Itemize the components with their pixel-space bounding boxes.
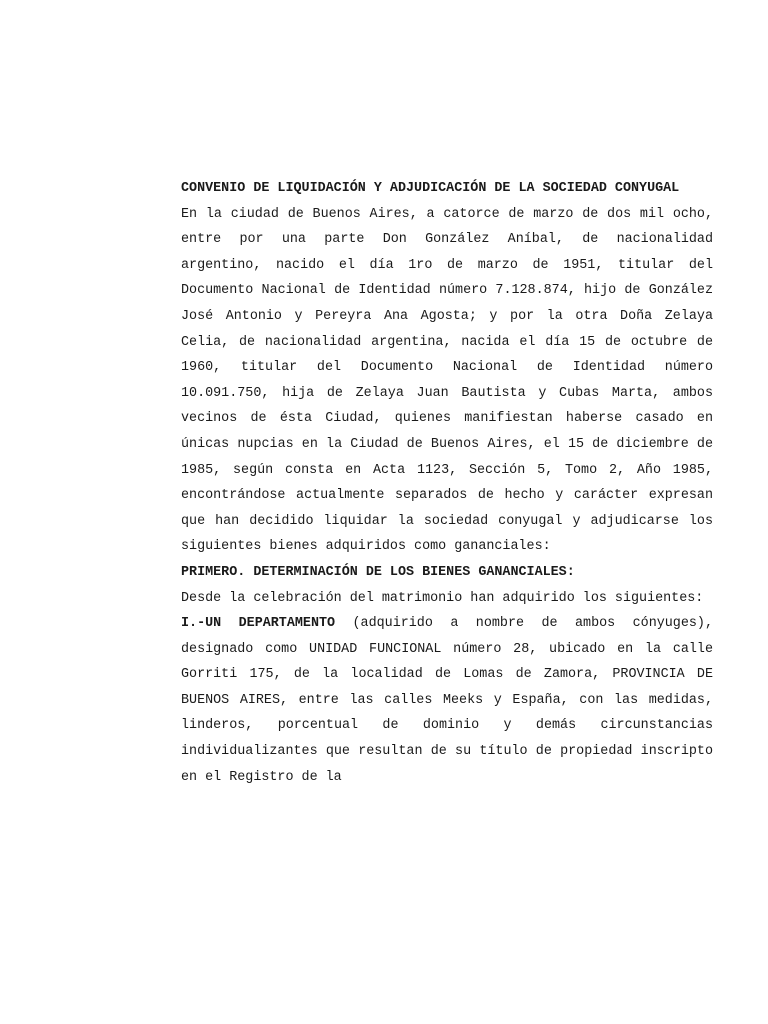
section-paragraph-primero: Desde la celebración del matrimonio han adquirido los siguientes:	[181, 590, 704, 606]
document-page	[181, 176, 713, 790]
item-text-departamento: (adquirido a nombre de ambos cónyuges), designado como UNIDAD FUNCIONAL número 28, ubicado en la calle Gorriti 175, de la localidad de Lomas de Zamora, PROVINCIA DE BUENOS AIRES, entre las calles Meeks y España, con las medidas, linderos, porcentual de dominio y demás circunstancias individualizantes que resultan de su título de propiedad inscripto en el Registro de la	[181, 616, 713, 785]
intro-paragraph: En la ciudad de Buenos Aires, a catorce de marzo de dos mil ocho, entre por una parte Don González Aníbal, de nacionalidad argentino, nacido el día 1ro de marzo de 1951, titular del Documento Nacional de Identidad número 7.128.874, hijo de González José Antonio y Pereyra Ana Agosta; y por la otra Doña Zelaya Celia, de nacionalidad argentina, nacida el día 15 de octubre de 1960, titular del Documento Nacional de Identidad número 10.091.750, hija de Zelaya Juan Bautista y Cubas Marta, ambos vecinos de ésta Ciudad, quienes manifiestan haberse casado en únicas nupcias en la Ciudad de Buenos Aires, el 15 de diciembre de 1985, según consta en Acta 1123, Sección 5, Tomo 2, Año 1985, encontrándose actualmente separados de hecho y carácter expresan que han decidido liquidar la sociedad conyugal y adjudicarse los siguientes bienes adquiridos como gananciales:	[181, 206, 713, 555]
item-label-departamento: I.-UN DEPARTAMENTO	[181, 616, 336, 632]
document-title: CONVENIO DE LIQUIDACIÓN Y ADJUDICACIÓN DE LA SOCIEDAD CONYUGAL	[181, 181, 680, 196]
item-paragraph-departamento	[181, 611, 713, 790]
section-heading-primero: PRIMERO. DETERMINACIÓN DE LOS BIENES GANANCIALES:	[181, 564, 575, 580]
